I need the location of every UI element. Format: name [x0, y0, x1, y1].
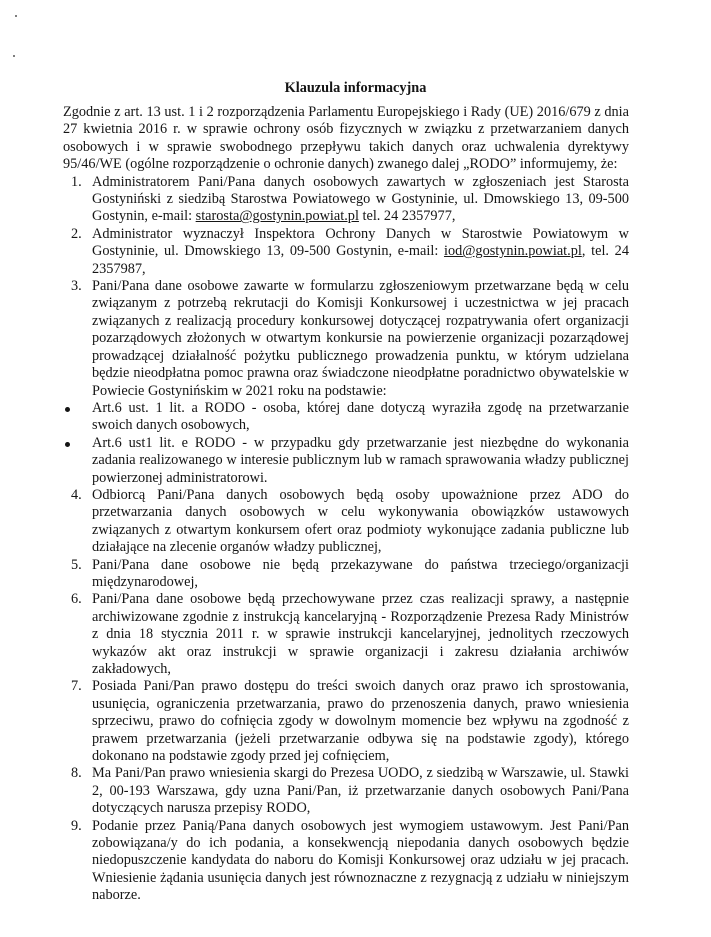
- item-number: 3.: [71, 278, 82, 295]
- item-text: Administratorem Pani/Pana danych osobowych zawartych w zgłoszeniach jest Starosta Gostyniński z siedzibą Starostwa Powiatowego w Gostyninie, ul. Dmowskiego 13, 09-500 Gostynin, e-mail:: [92, 173, 629, 225]
- item-number: 2.: [71, 225, 82, 242]
- list-item: [63, 487, 629, 557]
- item-text: , tel. 24 2357987,: [92, 243, 629, 277]
- item-number: 8.: [71, 765, 82, 782]
- email-link[interactable]: starosta@gostynin.powiat.pl: [195, 208, 359, 225]
- bullet-icon: [65, 442, 70, 447]
- email-link[interactable]: iod@gostynin.powiat.pl: [443, 243, 582, 260]
- item-text: Odbiorcą Pani/Pana danych osobowych będą osoby upoważnione przez ADO do przetwarzania danych osobowych w celu wykonywania obowiązków ustawowych związanych z otwartym konkursem ofert oraz podmioty wykonujące zadania publiczne lub działające na zlecenie organów władzy publicznej,: [92, 486, 629, 556]
- item-text: Posiada Pani/Pan prawo dostępu do treści swoich danych oraz prawo ich sprostowania, usunięcia, ograniczenia przetwarzania, prawo do przenoszenia danych, prawo wniesienia sprzeciwu, prawo do cofnięcia zgody w dowolnym momencie bez wpływu na zgodność z prawem przetwarzania (jeżeli przetwarzanie odbywa się na podstawie zgody), którego dokonano na podstawie zgody przed jej cofnięciem,: [92, 678, 629, 765]
- bullet-text: Art.6 ust. 1 lit. a RODO - osoba, której dane dotyczą wyraziła zgodę na przetwarzanie swoich danych osobowych,: [92, 399, 629, 434]
- intro-paragraph: Zgodnie z art. 13 ust. 1 i 2 rozporządzenia Parlamentu Europejskiego i Rady (UE) 2016/679 z dnia 27 kwietnia 2016 r. w sprawie ochrony osób fizycznych w związku z przetwarzaniem danych osobowych i w sprawie swobodnego przepływu takich danych oraz uchwalenia dyrektywy 95/46/WE (ogólne rozporządzenie o ochronie danych) zwanego dalej „RODO” informujemy, że:: [63, 104, 629, 173]
- clause-list: [63, 174, 629, 400]
- list-item: [63, 678, 629, 765]
- document-body: [63, 104, 629, 905]
- item-number: 5.: [71, 556, 82, 573]
- item-text: tel. 24 2357977,: [358, 208, 456, 225]
- list-item: [63, 278, 629, 400]
- scan-speck: [15, 15, 17, 17]
- bullet-icon: [65, 407, 70, 412]
- item-text: Pani/Pana dane osobowe zawarte w formularzu zgłoszeniowym przetwarzane będą w celu związanym z potrzebą rekrutacji do Komisji Konkursowej i uczestnictwa w jej pracach związanych z realizacją procedury konkursowej dotyczącej rozpatrywania ofert organizacji pozarządowych złożonych w otwartym konkursie na powierzenie organizacji pozarządowej prowadzącej działalność pożytku publicznego prowadzenia punktu, w którym udzielana będzie nieodpłatna pomoc prawna oraz świadczone nieodpłatne poradnictwo obywatelskie w Powiecie Gostynińskim w 2021 roku na podstawie:: [92, 278, 629, 399]
- item-number: 1.: [71, 173, 82, 190]
- item-text: Pani/Pana dane osobowe będą przechowywane przez czas realizacji sprawy, a następnie archiwizowane zgodnie z instrukcją kancelaryjną - Rozporządzenie Prezesa Rady Ministrów z dnia 18 stycznia 2011 r. w sprawie instrukcji kancelaryjnej, jednolitych rzeczowych wykazów akt oraz instrukcji w sprawie organizacji i zakresu działania archiwów zakładowych,: [92, 591, 629, 677]
- item-number: 4.: [71, 486, 82, 503]
- list-item: [63, 818, 629, 905]
- bullet-text: Art.6 ust1 lit. e RODO - w przypadku gdy przetwarzanie jest niezbędne do wykonania zadania realizowanego w interesie publicznym lub w ramach sprawowania władzy publicznej powierzonej administratorowi.: [92, 434, 629, 486]
- item-text: Administrator wyznaczył Inspektora Ochrony Danych w Starostwie Powiatowym w Gostyninie, ul. Dmowskiego 13, 09-500 Gostynin, e-mail:: [92, 225, 629, 260]
- list-item: [63, 226, 629, 278]
- item-number: 9.: [71, 817, 82, 834]
- list-item: [63, 591, 629, 678]
- clause-list: [63, 487, 629, 905]
- list-item: [63, 174, 629, 226]
- list-item: [63, 765, 629, 817]
- item-number: 6.: [71, 591, 82, 608]
- scan-speck: [13, 55, 15, 57]
- item-text: Pani/Pana dane osobowe nie będą przekazywane do państwa trzeciego/organizacji międzynarodowej,: [92, 556, 629, 590]
- document-title: Klauzula informacyjna: [284, 80, 427, 96]
- list-item: [63, 557, 629, 592]
- bullet-item: [63, 400, 629, 435]
- item-text: Podanie przez Panią/Pana danych osobowych jest wymogiem ustawowym. Jest Pani/Pan zobowiązana/y do ich podania, a konsekwencją niepodania danych osobowych będzie niedopuszczenie kandydata do naboru do Komisji Konkursowej oraz udziału w jej pracach. Wniesienie żądania usunięcia danych jest równoznaczne z rezygnacją z udziału w niniejszym naborze.: [92, 817, 629, 904]
- bullet-item: [63, 435, 629, 487]
- item-text: Ma Pani/Pan prawo wniesienia skargi do Prezesa UODO, z siedzibą w Warszawie, ul. Stawki 2, 00-193 Warszawa, gdy uzna Pani/Pan, iż przetwarzanie danych osobowych Pani/Pana dotyczących narusza przepisy RODO,: [92, 765, 629, 817]
- item-number: 7.: [71, 678, 82, 695]
